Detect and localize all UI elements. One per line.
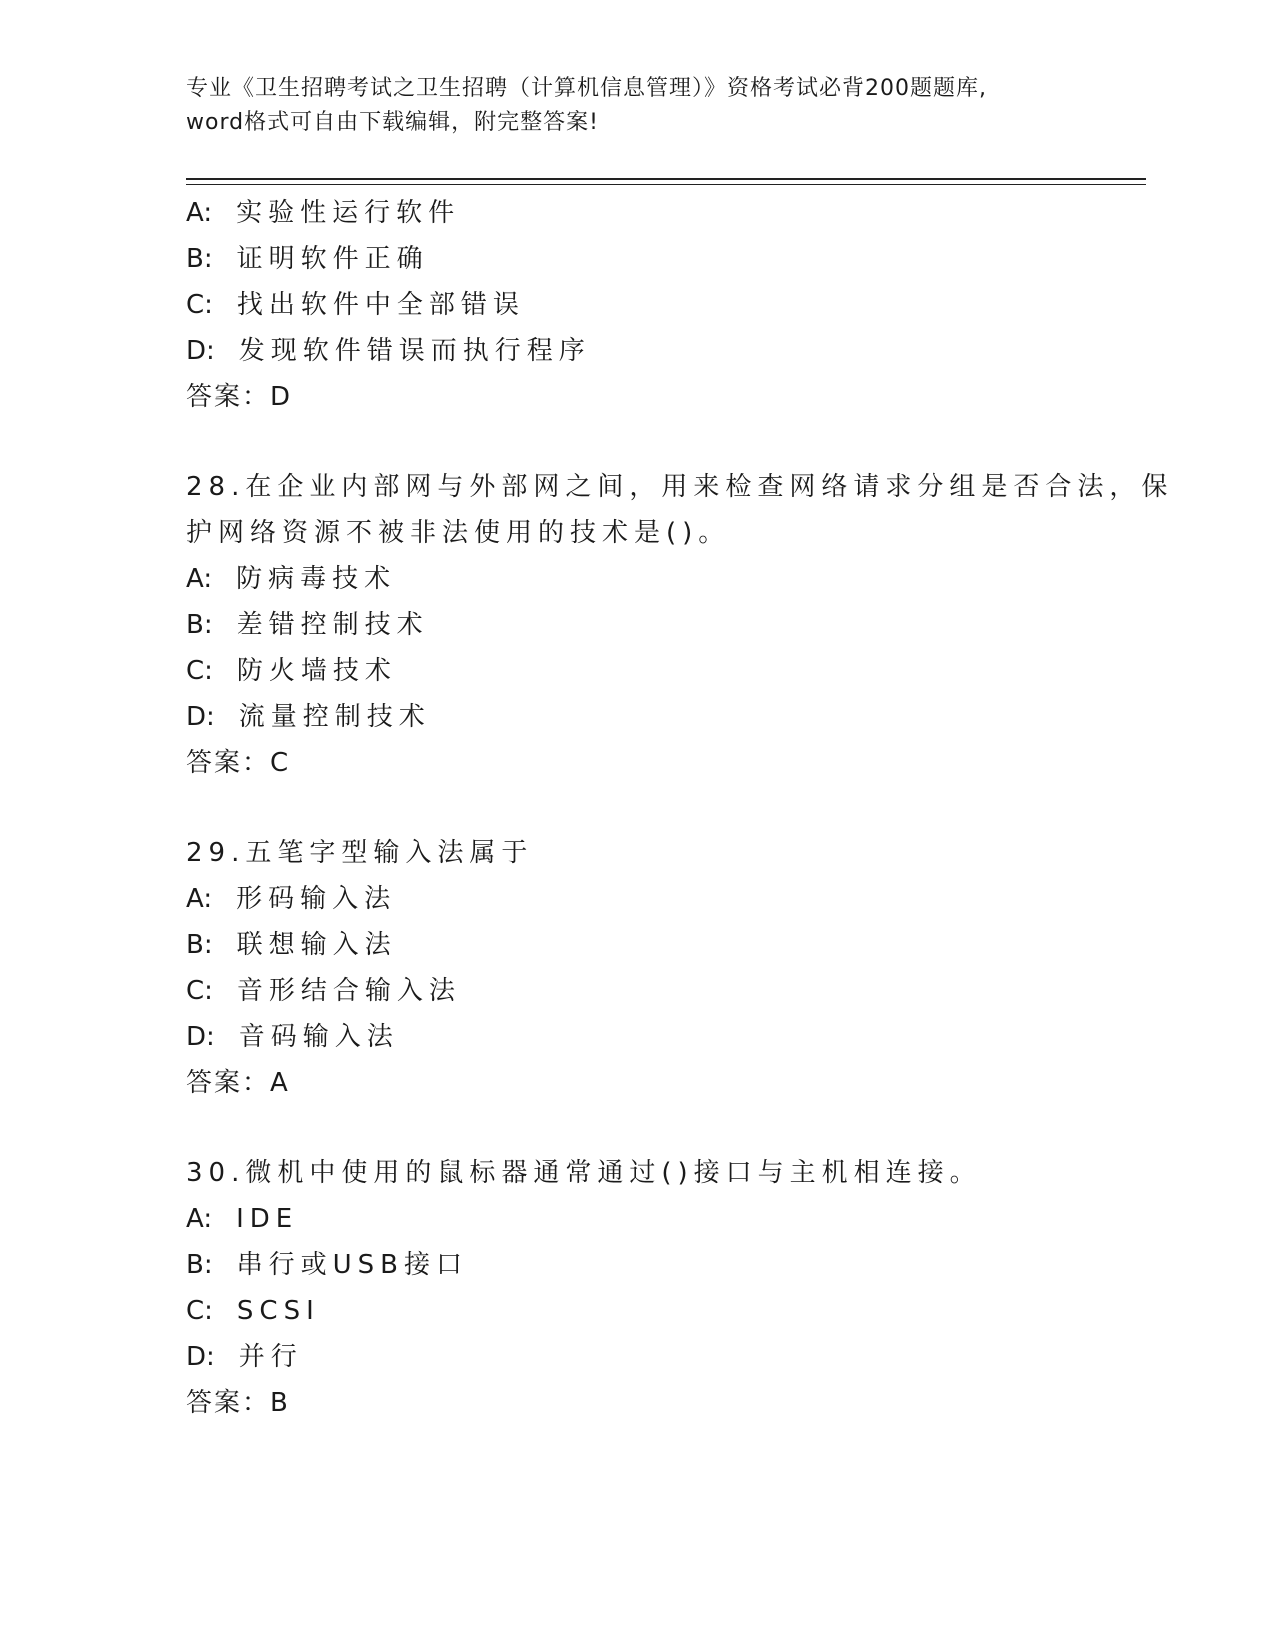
question-text-continued: 护网络资源不被非法使用的技术是()。 [186,518,731,548]
question-30 [186,1150,1146,1426]
question-28 [186,464,1174,786]
option-d: D: 音码输入法 [186,1022,399,1052]
answer-value: B [270,1388,290,1418]
option-b: B: 串行或USB接口 [186,1250,468,1280]
option-a: A: IDE [186,1204,299,1234]
option-a: A: 形码输入法 [186,884,397,914]
option-a: A: 防病毒技术 [186,564,397,594]
option-d: D: 发现软件错误而执行程序 [186,336,591,366]
header-divider-thin [186,184,1146,185]
question-text: 28.在企业内部网与外部网之间，用来检查网络请求分组是否合法，保 [186,472,1174,502]
question-list [186,190,1174,1426]
option-a: A: 实验性运行软件 [186,198,461,228]
option-d: D: 并行 [186,1342,303,1372]
option-c: C: 找出软件中全部错误 [186,290,525,320]
answer-label: 答案： [186,382,271,412]
document-header [186,72,1086,140]
answer-value: C [270,748,291,778]
answer-label: 答案： [186,1068,271,1098]
question-text: 30.微机中使用的鼠标器通常通过()接口与主机相连接。 [186,1158,982,1188]
answer-label: 答案： [186,1388,271,1418]
question-text: 29.五笔字型输入法属于 [186,838,534,868]
option-b: B: 联想输入法 [186,930,397,960]
answer-line [186,1060,1146,1106]
header-title-line: 专业《卫生招聘考试之卫生招聘（计算机信息管理）》资格考试必背200题题库, [186,76,987,101]
option-c: C: 音形结合输入法 [186,976,461,1006]
answer-line [186,374,1146,420]
answer-label: 答案： [186,748,271,778]
answer-line [186,1380,1146,1426]
option-c: C: 防火墙技术 [186,656,397,686]
header-subtitle-line: word格式可自由下载编辑，附完整答案! [186,110,599,135]
answer-value: A [270,1068,290,1098]
answer-value: D [270,382,293,412]
option-b: B: 证明软件正确 [186,244,429,274]
question-27-tail [186,190,1146,420]
option-d: D: 流量控制技术 [186,702,431,732]
answer-line [186,740,1146,786]
header-divider-thick [186,178,1146,180]
question-29 [186,830,1146,1106]
option-c: C: SCSI [186,1296,320,1326]
option-b: B: 差错控制技术 [186,610,429,640]
